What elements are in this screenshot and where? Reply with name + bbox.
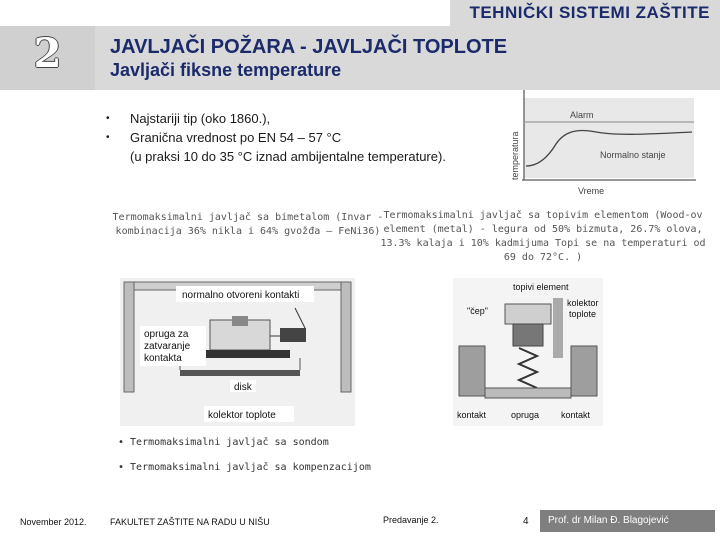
base-plate — [485, 388, 571, 398]
label-disk: disk — [234, 382, 252, 393]
footer-author: Prof. dr Milan Đ. Blagojević — [548, 515, 669, 526]
sub-bullet-probe: • Termomaksimalni javljač sa sondom — [118, 437, 329, 448]
housing-left — [124, 282, 134, 392]
top-band-left — [0, 0, 450, 26]
label-spring-1: opruga za — [144, 329, 189, 340]
caption-bimetal: Termomaksimalni javljač sa bimetalom (Invar - kombinacija 36% nikla i 64% gvožđa – FeNi36) — [112, 212, 384, 237]
brand-title: TEHNIČKI SISTEMI ZAŠTITE — [469, 3, 710, 22]
bullet-item: • Granična vrednost po EN 54 – 57 °C — [106, 130, 342, 145]
chart-x-label: Vreme — [578, 186, 605, 196]
bullet-item: • Najstariji tip (oko 1860.), — [106, 111, 271, 126]
temperature-time-chart — [500, 88, 700, 200]
chart-y-label: temperatura — [510, 131, 520, 180]
slide-number: 2 — [33, 30, 62, 77]
housing-right — [341, 282, 351, 392]
footer-lecture: Predavanje 2. — [383, 515, 439, 525]
label-collector-2: toplote — [569, 309, 597, 319]
left-contact-block — [459, 346, 485, 396]
label-contact-left: kontakt — [457, 410, 487, 420]
label-normally-open: normalno otvoreni kontakti — [182, 290, 300, 301]
label-spring-2: zatvaranje — [144, 341, 191, 352]
collector-fin — [553, 298, 563, 358]
label-contact-right: kontakt — [561, 410, 591, 420]
footer-page-number: 4 — [523, 516, 529, 527]
label-heat-collector: kolektor toplote — [208, 410, 276, 421]
right-contact — [280, 328, 306, 342]
footer-faculty: FAKULTET ZAŠTITE NA RADU U NIŠU — [110, 517, 270, 527]
page-title: JAVLJAČI POŽARA - JAVLJAČI TOPLOTE — [110, 36, 508, 58]
label-collector-1: kolektor — [567, 298, 599, 308]
right-contact-block — [571, 346, 597, 396]
footer-date: November 2012. — [20, 517, 87, 527]
label-spring: opruga — [511, 410, 540, 420]
caption-fusible: Termomaksimalni javljač sa topivim elementom (Wood-ov element (metal) - legura od 50% bizmuta, 26.7% olova, 13.3% kalaja i 10% kadmijuma Topi se na temperaturi od 69 do 72°C. ) — [380, 210, 706, 263]
fusible-element — [513, 324, 543, 346]
label-fusible: topivi element — [513, 282, 569, 292]
label-spring-3: kontakta — [144, 353, 182, 364]
fusible-detector-diagram — [453, 278, 603, 426]
chart-alarm-label: Alarm — [570, 110, 594, 120]
contact-pin — [232, 316, 248, 326]
bimetal-detector-diagram — [120, 278, 355, 426]
page-subtitle: Javljači fiksne temperature — [110, 60, 342, 80]
plug-element — [505, 304, 551, 324]
chart-plot-area — [524, 98, 694, 178]
sub-bullet-compensation: • Termomaksimalni javljač sa kompenzacijom — [118, 462, 371, 473]
label-plug: "čep" — [467, 306, 488, 316]
chart-normal-label: Normalno stanje — [600, 150, 666, 160]
bullet-item-continued: (u praksi 10 do 35 °C iznad ambijentalne temperature). — [130, 149, 446, 164]
bullet-list — [106, 109, 506, 166]
collector-plate — [180, 370, 300, 376]
